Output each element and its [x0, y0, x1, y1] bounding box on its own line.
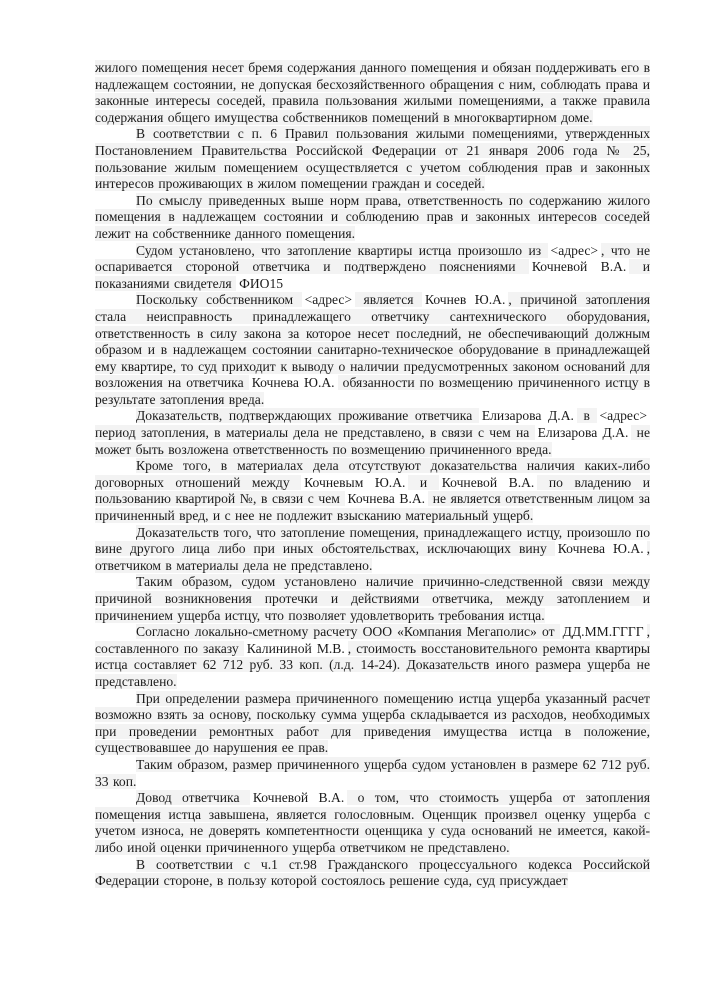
anonymized-name: <адрес>	[548, 243, 602, 258]
text-segment: , составленного по заказу	[95, 624, 650, 656]
anonymized-name: ДД.ММ.ГГГГ	[560, 624, 647, 639]
text-segment: период затопления, в материалы дела не представлено, в связи с чем на	[95, 425, 535, 441]
text-segment: Таким образом, размер причиненного ущерба судом установлен в размере 62 712 руб. 33 коп.	[95, 756, 650, 789]
text-segment: Доказательств того, что затопление помещения, принадлежащего истцу, произошло по вине другого лица либо при иных обстоятельствах, исключающих вину	[95, 524, 650, 557]
text-segment: обязанности по возмещению причиненного истцу в результате затопления вреда.	[95, 375, 650, 407]
paragraph	[95, 691, 650, 757]
paragraph	[95, 408, 650, 458]
text-segment: Кроме того, в материалах дела отсутствуют доказательства наличия каких-либо договорных отношений между	[95, 458, 650, 490]
anonymized-name: ФИО15	[236, 276, 286, 291]
anonymized-name: Елизарова Д.А.	[479, 408, 577, 423]
anonymized-name: Кочнев Ю.А.	[422, 292, 508, 307]
paragraph	[95, 525, 650, 575]
text-segment: о том, что стоимость ущерба от затопления помещения истца завышена, является голословным. Оценщик произвел оценку ущерба с учетом износа, не доверять компетентности оценщика у суда оснований не имеется, какой-либо иной оценки причиненного ущерба ответчиком не представлено.	[95, 790, 650, 855]
paragraph	[95, 60, 650, 126]
text-segment: , причиной затопления стала неисправность принадлежащего ответчику сантехнического оборудования, ответственность в силу закона за которое несет последний, не обеспечивающий должным образом и в надлежащем состоянии санитарно-техническое оборудование в принадлежащей ему квартире, то суд приходит к выводу о наличии предусмотренных законом оснований для возложения на ответчика	[95, 292, 650, 391]
text-segment: Таким образом, судом установлено наличие причинно-следственной связи между причиной возникновения протечки и действиями ответчика, между затоплением и причинением ущерба истцу, что позволяет удовлетворить требования истца.	[95, 574, 650, 623]
anonymized-name: Елизарова Д.А.	[535, 425, 632, 440]
paragraph	[95, 126, 650, 192]
text-segment: , что не оспаривается стороной ответчика и подтверждено пояснениями	[95, 242, 650, 275]
text-segment: При определении размера причиненного помещению истца ущерба указанный расчет возможно взять за основу, поскольку сумма ущерба складывается из расходов, необходимых при проведении ремонтных работ для приведения имущества истца в положение, существовавшее до нарушения ее прав.	[95, 690, 650, 756]
paragraph	[95, 624, 650, 690]
paragraph	[95, 243, 650, 293]
paragraph	[95, 193, 650, 243]
anonymized-name: Кочневой В.А.	[529, 259, 629, 274]
text-segment: В соответствии с ч.1 ст.98 Гражданского процессуального кодекса Российской Федерации стороне, в пользу которой состоялось решение суда, суд присуждает	[95, 856, 650, 889]
anonymized-name: Кочнева Ю.А.	[249, 375, 338, 390]
anonymized-name: <адрес>	[302, 292, 356, 307]
paragraph	[95, 292, 650, 408]
text-segment: Довод ответчика	[136, 790, 250, 806]
text-segment: Судом установлено, что затопление квартиры истца произошло из	[136, 242, 548, 258]
anonymized-name: Кочневой В.А.	[250, 790, 347, 805]
text-segment: и	[408, 474, 439, 490]
text-segment: в	[576, 408, 597, 424]
paragraph	[95, 857, 650, 890]
text-segment: и показаниями свидетеля	[95, 259, 650, 291]
anonymized-name: Кочнева Ю.А.	[555, 541, 647, 556]
text-segment: , стоимость восстановительного ремонта квартиры истца составляет 62 712 руб. 33 коп. (л.д. 14-24). Доказательств иного размера ущерба не представлено.	[95, 640, 650, 689]
text-segment: Согласно локально-сметному расчету ООО «Компания Мегаполис» от	[136, 624, 560, 640]
paragraph	[95, 757, 650, 790]
text-segment: По смыслу приведенных выше норм права, ответственность по содержанию жилого помещения в надлежащем состоянии и соблюдению прав и законных интересов соседей лежит на собственнике данного помещения.	[95, 192, 650, 241]
text-segment: В соответствии с п. 6 Правил пользования жилыми помещениями, утвержденных Постановлением Правительства Российской Федерации от 21 января 2006 года № 25, пользование жилым помещением осуществляется с учетом соблюдения прав и законных интересов проживающих в жилом помещении граждан и соседей.	[95, 126, 650, 192]
text-segment: по владению и пользованию квартирой №, в связи с чем	[95, 474, 650, 507]
anonymized-name: Кочневым Ю.А.	[301, 475, 408, 490]
paragraph	[95, 574, 650, 624]
anonymized-name: Кочнева В.А.	[345, 491, 429, 506]
text-segment: не является ответственным лицом за причиненный вред, и с нее не подлежит взысканию материальный ущерб.	[95, 491, 650, 524]
paragraph	[95, 790, 650, 856]
text-segment: жилого помещения несет бремя содержания данного помещения и обязан поддерживать его в надлежащем состоянии, не допуская бесхозяйственного обращения с ним, соблюдать права и законные интересы соседей, правила пользования жилыми помещениями, а также правила содержания общего имущества собственников помещений в многоквартирном доме.	[95, 60, 650, 125]
anonymized-name: Кочневой В.А.	[439, 475, 538, 490]
document-text	[95, 60, 650, 890]
text-segment: является	[355, 292, 422, 308]
text-segment: Доказательств, подтверждающих проживание ответчика	[136, 408, 479, 424]
text-segment: , ответчиком в материалы дела не представлено.	[95, 541, 650, 573]
text-segment: не может быть возложена ответственность по возмещению причиненного вреда.	[95, 425, 650, 457]
anonymized-name: <адрес>	[597, 408, 651, 423]
text-segment: Поскольку собственником	[136, 292, 302, 308]
paragraph	[95, 458, 650, 524]
anonymized-name: Калининой М.В.	[244, 641, 348, 656]
